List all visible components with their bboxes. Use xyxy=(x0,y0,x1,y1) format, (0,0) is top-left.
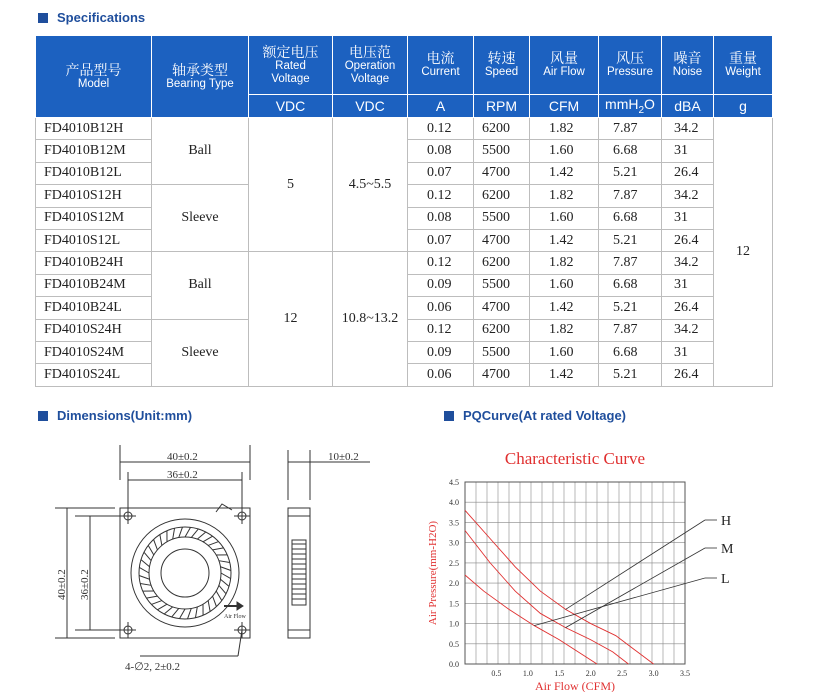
y-tick-label: 1.0 xyxy=(449,620,459,629)
x-tick-label: 1.5 xyxy=(554,669,564,678)
current-cell: 0.12 xyxy=(408,118,474,140)
blade-line xyxy=(208,601,210,612)
pressure-cell: 6.68 xyxy=(599,140,662,162)
speed-cell: 5500 xyxy=(474,140,530,162)
pressure-cell: 5.21 xyxy=(599,162,662,184)
pressure-cell: 7.87 xyxy=(599,319,662,341)
speed-cell: 5500 xyxy=(474,274,530,296)
bearing-cell: Sleeve xyxy=(152,319,249,386)
x-tick-label: 0.5 xyxy=(491,669,501,678)
section-bullet-icon xyxy=(444,411,454,421)
x-tick-label: 3.5 xyxy=(680,669,690,678)
pressure-cell: 7.87 xyxy=(599,185,662,207)
table-header-row xyxy=(36,36,773,95)
impeller-outer xyxy=(139,527,231,619)
model-cell: FD4010S24L xyxy=(36,364,152,386)
flow-cell: 1.42 xyxy=(530,364,599,386)
dim-hole-spacing-label: 36±0.2 xyxy=(167,469,198,481)
series-label: L xyxy=(721,572,730,587)
current-cell: 0.12 xyxy=(408,185,474,207)
noise-cell: 34.2 xyxy=(662,252,714,274)
blade-line xyxy=(157,604,167,610)
blade-line xyxy=(197,532,205,539)
specifications-title: Specifications xyxy=(57,10,145,25)
header-bearing: 轴承类型 Bearing Type xyxy=(152,36,249,118)
pressure-cell: 6.68 xyxy=(599,207,662,229)
speed-cell: 6200 xyxy=(474,319,530,341)
header-pressure: 风压 Pressure xyxy=(599,36,662,95)
model-cell: FD4010B12M xyxy=(36,140,152,162)
noise-cell: 34.2 xyxy=(662,118,714,140)
x-tick-label: 2.0 xyxy=(586,669,596,678)
unit-cell: CFM xyxy=(530,95,599,118)
blade-line xyxy=(173,528,175,539)
blade-line xyxy=(219,561,230,563)
bearing-cell: Sleeve xyxy=(152,185,249,252)
noise-cell: 31 xyxy=(662,274,714,296)
bearing-cell: Ball xyxy=(152,252,249,319)
model-cell: FD4010S12H xyxy=(36,185,152,207)
blade-line xyxy=(195,607,197,618)
blade-line xyxy=(216,591,222,601)
model-cell: FD4010S24M xyxy=(36,341,152,363)
series-label: H xyxy=(721,514,731,529)
model-cell: FD4010S24H xyxy=(36,319,152,341)
blade-line xyxy=(139,567,149,573)
y-axis-label: Air Pressure(mm-H2O) xyxy=(427,521,439,626)
flow-cell: 1.42 xyxy=(530,297,599,319)
speed-cell: 6200 xyxy=(474,118,530,140)
flow-cell: 1.82 xyxy=(530,118,599,140)
blade-line xyxy=(151,601,161,605)
blade-line xyxy=(148,545,154,555)
series-pointer-line xyxy=(566,520,705,609)
dim-hole-spacing-left-label: 36±0.2 xyxy=(79,569,91,600)
fan-drawing-svg xyxy=(40,430,440,700)
impeller-blades xyxy=(139,527,231,619)
flow-cell: 1.82 xyxy=(530,185,599,207)
flow-cell: 1.60 xyxy=(530,341,599,363)
model-cell: FD4010B24M xyxy=(36,274,152,296)
blade-line xyxy=(220,579,229,586)
y-tick-label: 4.0 xyxy=(449,498,459,507)
y-tick-label: 3.0 xyxy=(449,539,459,548)
model-cell: FD4010S12L xyxy=(36,229,152,251)
noise-cell: 26.4 xyxy=(662,364,714,386)
noise-cell: 34.2 xyxy=(662,319,714,341)
unit-cell: mmH$_2$O xyxy=(599,95,662,118)
blade-line xyxy=(154,539,158,549)
weight-cell: 12 xyxy=(714,118,773,387)
blade-line xyxy=(203,536,213,542)
flow-cell: 1.60 xyxy=(530,140,599,162)
blade-line xyxy=(221,573,231,579)
blade-line xyxy=(208,542,218,546)
blade-line xyxy=(144,552,151,560)
pressure-cell: 5.21 xyxy=(599,364,662,386)
unit-cell: g xyxy=(714,95,773,118)
noise-cell: 26.4 xyxy=(662,229,714,251)
blade-line xyxy=(213,548,224,550)
speed-cell: 4700 xyxy=(474,297,530,319)
series-label: M xyxy=(721,542,734,557)
current-cell: 0.09 xyxy=(408,274,474,296)
pressure-cell: 5.21 xyxy=(599,229,662,251)
header-speed: 转速 Speed xyxy=(474,36,530,95)
section-bullet-icon xyxy=(38,411,48,421)
header-rated-voltage: 额定电压 Rated Voltage xyxy=(249,36,333,95)
series-line-H xyxy=(465,510,654,664)
current-cell: 0.06 xyxy=(408,297,474,319)
airflow-arrow-head-icon xyxy=(237,602,243,610)
speed-cell: 4700 xyxy=(474,162,530,184)
current-cell: 0.08 xyxy=(408,140,474,162)
flow-cell: 1.42 xyxy=(530,229,599,251)
header-noise: 噪音 Noise xyxy=(662,36,714,95)
pressure-cell: 7.87 xyxy=(599,252,662,274)
x-tick-label: 3.0 xyxy=(649,669,659,678)
current-cell: 0.07 xyxy=(408,162,474,184)
blade-line xyxy=(220,567,230,571)
dimensions-title: Dimensions(Unit:mm) xyxy=(57,408,192,423)
dim-height-label: 40±0.2 xyxy=(56,569,68,600)
current-cell: 0.12 xyxy=(408,319,474,341)
blade-line xyxy=(146,596,157,598)
blade-line xyxy=(141,560,150,567)
pqcurve-heading xyxy=(444,408,626,423)
y-tick-label: 0.5 xyxy=(449,640,459,649)
blade-line xyxy=(140,583,151,585)
unit-cell: dBA xyxy=(662,95,714,118)
blade-line xyxy=(160,534,162,545)
rated-voltage-cell: 12 xyxy=(249,252,333,386)
current-cell: 0.12 xyxy=(408,252,474,274)
current-cell: 0.09 xyxy=(408,341,474,363)
side-fins xyxy=(292,544,306,599)
speed-cell: 5500 xyxy=(474,207,530,229)
x-tick-label: 2.5 xyxy=(617,669,627,678)
speed-cell: 4700 xyxy=(474,364,530,386)
model-cell: FD4010B12L xyxy=(36,162,152,184)
speed-cell: 6200 xyxy=(474,252,530,274)
y-tick-label: 0.0 xyxy=(449,660,459,669)
noise-cell: 26.4 xyxy=(662,162,714,184)
header-air-flow: 风量 Air Flow xyxy=(530,36,599,95)
pressure-cell: 6.68 xyxy=(599,274,662,296)
x-axis-label: Air Flow (CFM) xyxy=(535,679,615,692)
outlet-side xyxy=(292,540,306,605)
table-row xyxy=(36,252,773,274)
unit-cell: RPM xyxy=(474,95,530,118)
dim-width-label: 40±0.2 xyxy=(167,451,198,463)
model-cell: FD4010S12M xyxy=(36,207,152,229)
fan-side-view xyxy=(288,508,310,638)
specifications-heading xyxy=(38,10,145,25)
section-bullet-icon xyxy=(38,13,48,23)
speed-cell: 4700 xyxy=(474,229,530,251)
noise-cell: 31 xyxy=(662,140,714,162)
dim-holes-label: 4-∅2, 2±0.2 xyxy=(125,661,180,673)
model-cell: FD4010B24H xyxy=(36,252,152,274)
y-tick-label: 2.5 xyxy=(449,559,459,568)
blade-line xyxy=(188,608,192,618)
noise-cell: 26.4 xyxy=(662,297,714,319)
operation-voltage-cell: 4.5~5.5 xyxy=(333,118,408,252)
blade-line xyxy=(179,609,185,619)
airflow-label: Air Flow xyxy=(224,614,247,620)
bearing-cell: Ball xyxy=(152,118,249,185)
y-tick-label: 2.0 xyxy=(449,579,459,588)
noise-cell: 34.2 xyxy=(662,185,714,207)
blade-line xyxy=(179,527,183,537)
header-current: 电流 Current xyxy=(408,36,474,95)
chart-title: Characteristic Curve xyxy=(505,449,645,468)
series-pointer-line xyxy=(566,548,705,628)
header-weight: 重量 Weight xyxy=(714,36,773,95)
pressure-cell: 6.68 xyxy=(599,341,662,363)
y-tick-label: 1.5 xyxy=(449,599,459,608)
dim-thickness-label: 10±0.2 xyxy=(328,451,359,463)
fan-housing xyxy=(131,519,239,627)
operation-voltage-cell: 10.8~13.2 xyxy=(333,252,408,386)
unit-cell: A xyxy=(408,95,474,118)
noise-cell: 31 xyxy=(662,207,714,229)
flow-cell: 1.42 xyxy=(530,162,599,184)
y-tick-label: 4.5 xyxy=(449,478,459,487)
specifications-table xyxy=(35,35,773,387)
header-model: 产品型号 Model xyxy=(36,36,152,118)
flow-cell: 1.60 xyxy=(530,207,599,229)
blade-line xyxy=(172,608,179,617)
impeller-inner xyxy=(149,537,221,609)
speed-cell: 6200 xyxy=(474,185,530,207)
header-operation-voltage: 电压范 Operation Voltage xyxy=(333,36,408,95)
flow-cell: 1.82 xyxy=(530,252,599,274)
blade-line xyxy=(164,607,172,614)
dimensions-heading xyxy=(38,408,192,423)
noise-cell: 31 xyxy=(662,341,714,363)
series-pointer-line xyxy=(534,578,705,626)
flow-cell: 1.82 xyxy=(530,319,599,341)
model-cell: FD4010B12H xyxy=(36,118,152,140)
current-cell: 0.08 xyxy=(408,207,474,229)
x-tick-label: 1.0 xyxy=(523,669,533,678)
current-cell: 0.07 xyxy=(408,229,474,251)
hub xyxy=(161,549,209,597)
speed-cell: 5500 xyxy=(474,341,530,363)
model-cell: FD4010B24L xyxy=(36,297,152,319)
unit-cell: VDC xyxy=(333,95,408,118)
unit-cell: VDC xyxy=(249,95,333,118)
current-cell: 0.06 xyxy=(408,364,474,386)
table-row xyxy=(36,118,773,140)
rated-voltage-cell: 5 xyxy=(249,118,333,252)
blade-line xyxy=(191,529,198,538)
pressure-cell: 7.87 xyxy=(599,118,662,140)
pqcurve-title: PQCurve(At rated Voltage) xyxy=(463,408,626,423)
pressure-cell: 5.21 xyxy=(599,297,662,319)
blade-line xyxy=(213,596,217,606)
pq-chart-svg xyxy=(425,442,755,692)
blade-line xyxy=(139,576,149,580)
flow-cell: 1.60 xyxy=(530,274,599,296)
blade-line xyxy=(185,527,191,537)
y-tick-label: 3.5 xyxy=(449,518,459,527)
blade-line xyxy=(219,585,226,593)
